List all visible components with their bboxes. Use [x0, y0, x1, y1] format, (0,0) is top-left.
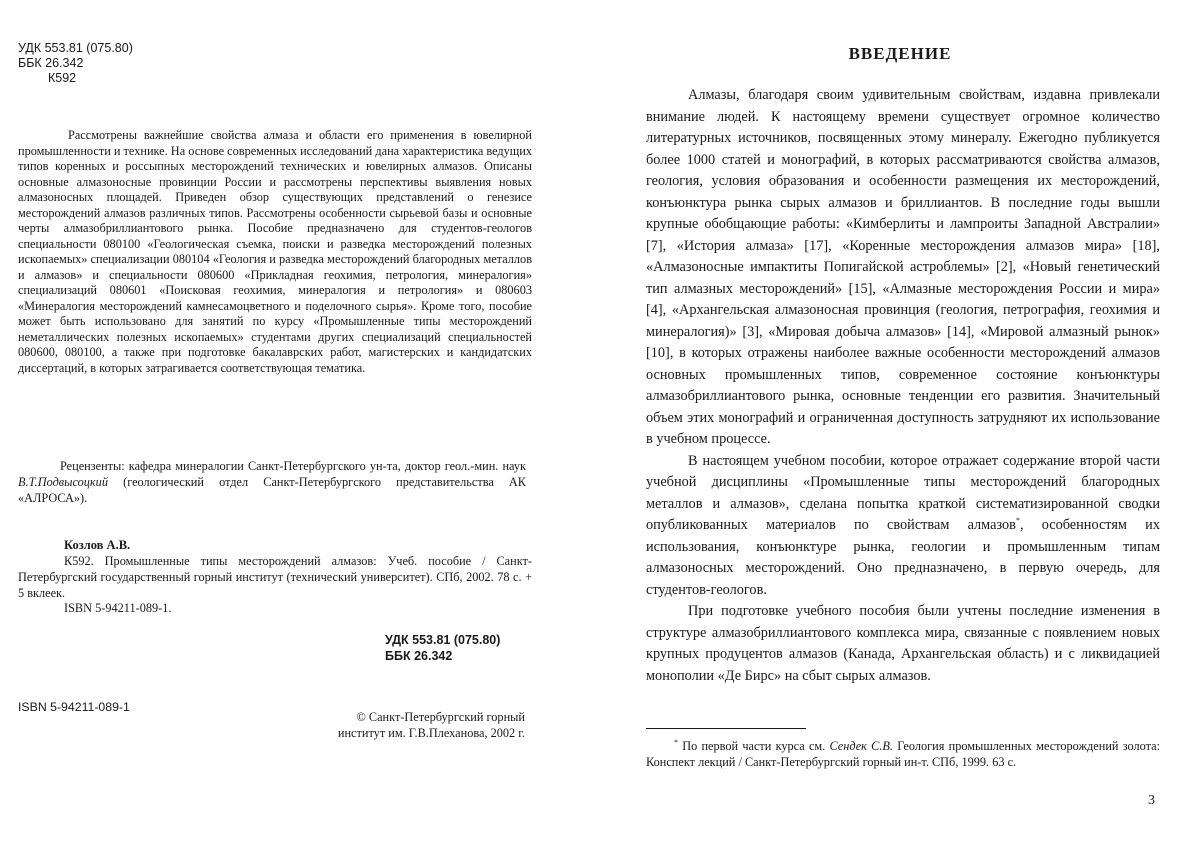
copyright-line-1: © Санкт-Петербургский горный: [356, 710, 525, 724]
udk-code: УДК 553.81 (075.80): [18, 41, 133, 56]
classification-codes: [18, 41, 133, 86]
copyright: [300, 709, 525, 741]
page-number: 3: [1148, 793, 1155, 809]
bbk-code-bold: ББК 26.342: [385, 648, 500, 664]
footnote-source: Геология промышленных месторождений золота: Конспект лекций / Санкт-Петербургский горный ин-т. СПб, 1999. 63 с.: [646, 739, 1160, 769]
isbn: ISBN 5-94211-089-1: [18, 700, 130, 714]
reviewers-text: [18, 458, 526, 506]
paragraph-1: Алмазы, благодаря своим удивительным свойствам, издавна привлекали внимание людей. К настоящему времени существует огромное количество литературных источников, посвященных этому минералу. Ежегодно публикуется более 1000 статей и монографий, в которых рассматриваются свойства алмазов, геология, условия образования и особенности размещения их месторождений, конъюнктура рынка сырых алмазов и бриллиантов. В последние годы вышли крупные обобщающие работы: «Кимберлиты и лампроиты Западной Австралии» [7], «История алмаза» [17], «Коренные месторождения алмазов мира» [18], «Алмазоносные импактиты Попигайской астроблемы» [2], «Новый генетический тип алмазных месторождений» [15], «Алмазные месторождения России и мира» [4], «Архангельская алмазоносная провинция (геология, петрография, геохимия и минералогия)» [3], «Мировая добыча алмазов» [14], «Мировой алмазный рынок» [10], в которых отражены наиболее важные особенности месторождений алмазов основных промышленных типов, современное состояние конъюнктуры алмазобриллиантового рынка, основные тенденции его развития. Значительный объем этих монографий и ограниченная доступность затрудняют их использование в учебном процессе.: [646, 85, 1160, 451]
introduction-body: [646, 85, 1160, 687]
author-mark: К592: [18, 71, 133, 86]
reviewers-intro: Рецензенты: кафедра минералогии Санкт-Петербургского ун-та, доктор геол.-мин. наук: [60, 459, 526, 473]
annotation-text: Рассмотрены важнейшие свойства алмаза и области его применения в ювелирной промышленности и технике. На основе современных исследований дана характеристика ведущих типов коренных и россыпных месторождений технических и ювелирных алмазов. Описаны основные алмазоносные провинции России и рассмотрены перспективы выявления новых алмазоносных площадей. Приведен обзор существующих представлений о генезисе месторождений алмазов различных типов. Рассмотрены особенности сырьевой базы и основные черты алмазобриллиантового рынка. Пособие предназначено для студентов-геологов специальности 080100 «Геологическая съемка, поиски и разведка месторождений полезных ископаемых» специализации 080104 «Геология и разведка месторождений благородных металлов и алмазов» и специальности 080600 «Прикладная геохимия, петрология, минералогия» специализаций 080601 «Поисковая геохимия, минералогия и петрология» и 080603 «Минералогия месторождений камнесамоцветного и поделочного сырья». Кроме того, пособие может быть использовано для занятий по курсу «Промышленные типы месторождений неметаллических полезных ископаемых» студентами других специализаций специальностей 080600, 080100, а также при подготовке бакалаврских работ, магистерских и кандидатских диссертаций, в которых затрагивается соответствующая тематика.: [18, 128, 532, 376]
footnote-author: Сендек С.В.: [830, 739, 894, 753]
bibliographic-record: К592. Промышленные типы месторождений алмазов: Учеб. пособие / Санкт-Петербургский государственный горный институт (технический университет). СПб, 2002. 78 с. + 5 вклеек.: [18, 553, 532, 601]
reviewer-name: В.Т.Подвысоцкий: [18, 475, 108, 489]
reviewers-affiliation: (геологический отдел Санкт-Петербургского представительства АК «АЛРОСА»).: [18, 475, 526, 505]
footnote-mark: *: [674, 738, 678, 747]
left-page: [0, 0, 600, 842]
isbn-in-record: ISBN 5-94211-089-1.: [64, 601, 171, 616]
udk-code-bold: УДК 553.81 (075.80): [385, 632, 500, 648]
footnote-reference: *: [1016, 516, 1020, 525]
bbk-code: ББК 26.342: [18, 56, 133, 71]
footnote-intro: По первой части курса см.: [678, 739, 830, 753]
author-name: Козлов А.В.: [64, 538, 130, 553]
classification-codes-bold: [385, 632, 500, 664]
footnote-divider: [646, 728, 806, 729]
paragraph-3: При подготовке учебного пособия были учтены последние изменения в структуре алмазобриллиантового комплекса мира, связанные с появлением новых крупных продуцентов алмазов (Канада, Архангельская область) и с ликвидацией монополии «Де Бирс» на сбыт сырых алмазов.: [646, 601, 1160, 687]
paragraph-2-start: В настоящем учебном пособии, которое отражает содержание второй части учебной дисциплины «Промышленные типы месторождений благородных металлов и алмазов», сделана попытка краткой систематизированной сводки опубликованных материалов по свойствам алмазов: [646, 453, 1160, 534]
right-page: [600, 0, 1200, 842]
copyright-line-2: институт им. Г.В.Плеханова, 2002 г.: [338, 726, 525, 740]
footnote: [646, 738, 1160, 770]
paragraph-2-end: , особенностям их использования, конъюнктуре рынка, геологии и промышленным типам алмазоносных месторождений. Оно предназначено, в первую очередь, для студентов-геологов.: [646, 517, 1160, 598]
page-title: ВВЕДЕНИЕ: [600, 44, 1200, 64]
paragraph-2: [646, 451, 1160, 602]
